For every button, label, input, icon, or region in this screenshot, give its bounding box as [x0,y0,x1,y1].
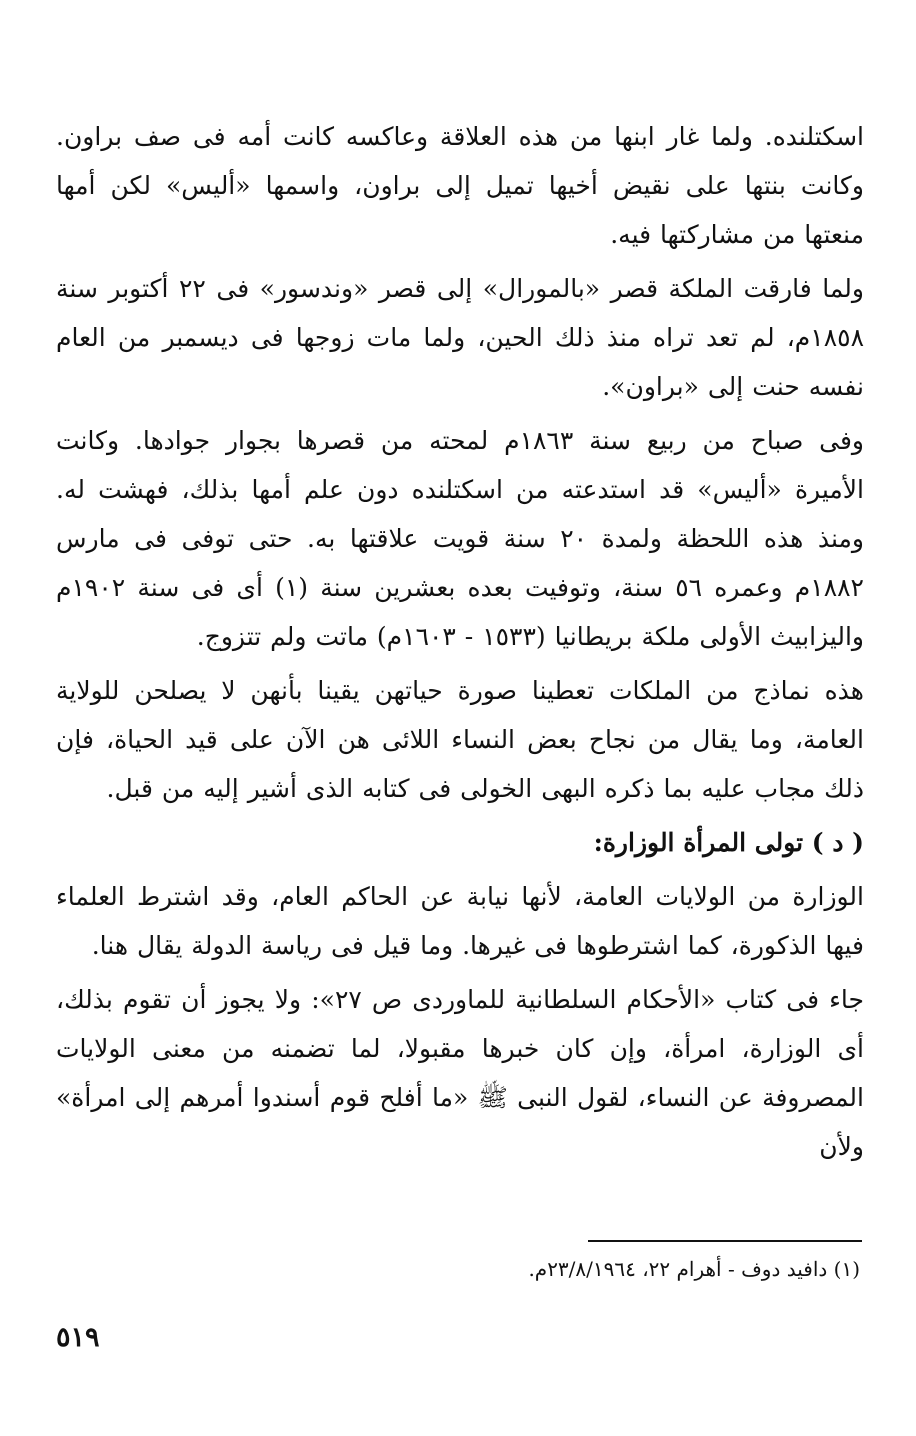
paragraph-brown-and-alice: اسكتلنده. ولما غار ابنها من هذه العلاقة وعاكسه كانت أمه فى صف براون. وكانت بنتها على نقيض أخيها تميل إلى براون، واسمها «أليس» لكن أمها منعتها من مشاركتها فيه. [56,122,864,249]
paragraph-queens-examples: هذه نماذج من الملكات تعطينا صورة حياتهن يقينا بأنهن لا يصلحن للولاية العامة، وما يقال من نجاح بعض النساء اللائى هن الآن على قيد الحياة، فإن ذلك مجاب عليه بما ذكره البهى الخولى فى كتابه الذى أشير إليه من قبل. [56,676,864,803]
page-number: ٥١٩ [56,1322,100,1353]
section-heading: ( د ) تولى المرأة الوزارة: [593,828,864,857]
footnote: (١) دافيد دوف - أهرام ٢٢، ٢٣/٨/١٩٦٤م. [528,1257,860,1281]
footnote-divider [588,1240,862,1242]
paragraph-spring-1863: وفى صباح من ربيع سنة ١٨٦٣م لمحته من قصرها بجوار جوادها. وكانت الأميرة «أليس» قد استدعته من اسكتلنده دون علم أمها بذلك، فهشت له. ومنذ هذه اللحظة ولمدة ٢٠ سنة قويت علاقتها به. حتى توفى فى مارس ١٨٨٢م وعمره ٥٦ سنة، وتوفيت بعده بعشرين سنة (١) أى فى سنة ١٩٠٢م واليزابيث الأولى ملكة بريطانيا (١٥٣٣ - ١٦٠٣م) ماتت ولم تتزوج. [56,426,864,651]
paragraph-balmoral-windsor: ولما فارقت الملكة قصر «بالمورال» إلى قصر «وندسور» فى ٢٢ أكتوبر سنة ١٨٥٨م، لم تعد تراه منذ ذلك الحين، ولما مات زوجها فى ديسمبر من العام نفسه حنت إلى «براون». [56,274,864,401]
paragraph-mawardi-quote: جاء فى كتاب «الأحكام السلطانية للماوردى ص ٢٧»: ولا يجوز أن تقوم بذلك، أى الوزارة، امرأة، وإن كان خبرها مقبولا، لما تضمنه من معنى الولايات المصروفة عن النساء، لقول النبى ﷺ «ما أفلح قوم أسندوا أمرهم إلى امرأة» ولأن [56,985,864,1161]
paragraph-ministry: الوزارة من الولايات العامة، لأنها نيابة عن الحاكم العام، وقد اشترط العلماء فيها الذكورة، كما اشترطوها فى غيرها. وما قيل فى رياسة الدولة يقال هنا. [56,882,864,960]
